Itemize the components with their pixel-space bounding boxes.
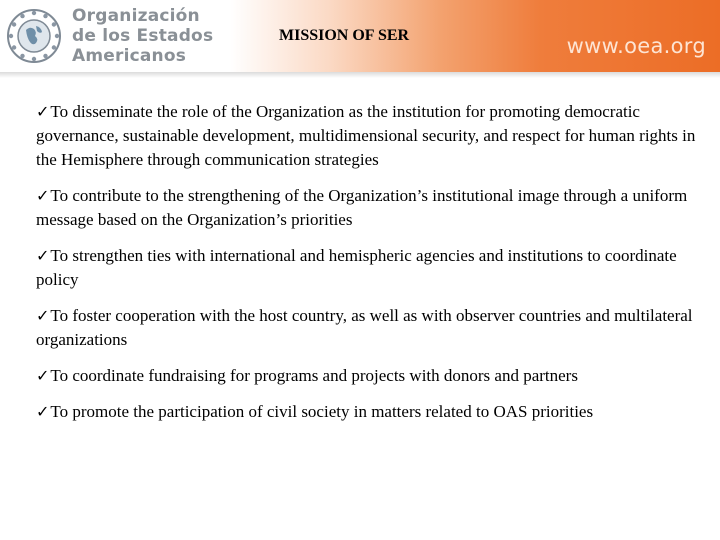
checkmark-icon: ✓ bbox=[36, 186, 50, 205]
bullet-text: To contribute to the strengthening of the Organization’s institutional image through a uniform message based on the Organization’s priorities bbox=[36, 186, 688, 229]
checkmark-icon: ✓ bbox=[36, 306, 50, 325]
oas-emblem-icon bbox=[6, 8, 62, 64]
bullet-text: To strengthen ties with international and hemispheric agencies and institutions to coordinate policy bbox=[36, 246, 677, 289]
bullet-text: To foster cooperation with the host country, as well as with observer countries and multilateral organizations bbox=[36, 306, 693, 349]
list-item bbox=[36, 364, 708, 388]
checkmark-icon: ✓ bbox=[36, 402, 50, 421]
checkmark-icon: ✓ bbox=[36, 246, 50, 265]
bullet-text: To coordinate fundraising for programs and projects with donors and partners bbox=[50, 366, 578, 385]
list-item bbox=[36, 400, 708, 424]
page-title: MISSION OF SER bbox=[279, 27, 410, 44]
organization-name bbox=[72, 6, 213, 66]
org-name-line: de los Estados bbox=[72, 26, 214, 46]
checkmark-icon: ✓ bbox=[36, 102, 50, 121]
org-name-line: Americanos bbox=[72, 46, 187, 66]
header-shadow bbox=[0, 72, 720, 78]
list-item bbox=[36, 304, 708, 352]
bullet-text: To disseminate the role of the Organization as the institution for promoting democratic governance, sustainable development, multidimensional security, and respect for human rights in the Hemisphere through communication strategies bbox=[36, 102, 696, 169]
list-item bbox=[36, 244, 708, 292]
bullet-text: To promote the participation of civil society in matters related to OAS priorities bbox=[50, 402, 594, 421]
checkmark-icon: ✓ bbox=[36, 366, 50, 385]
website-url: www.oea.org bbox=[566, 34, 706, 58]
mission-bullet-list bbox=[36, 100, 708, 436]
header-banner bbox=[0, 0, 720, 72]
org-name-line: Organización bbox=[72, 6, 200, 26]
list-item bbox=[36, 100, 708, 172]
list-item bbox=[36, 184, 708, 232]
